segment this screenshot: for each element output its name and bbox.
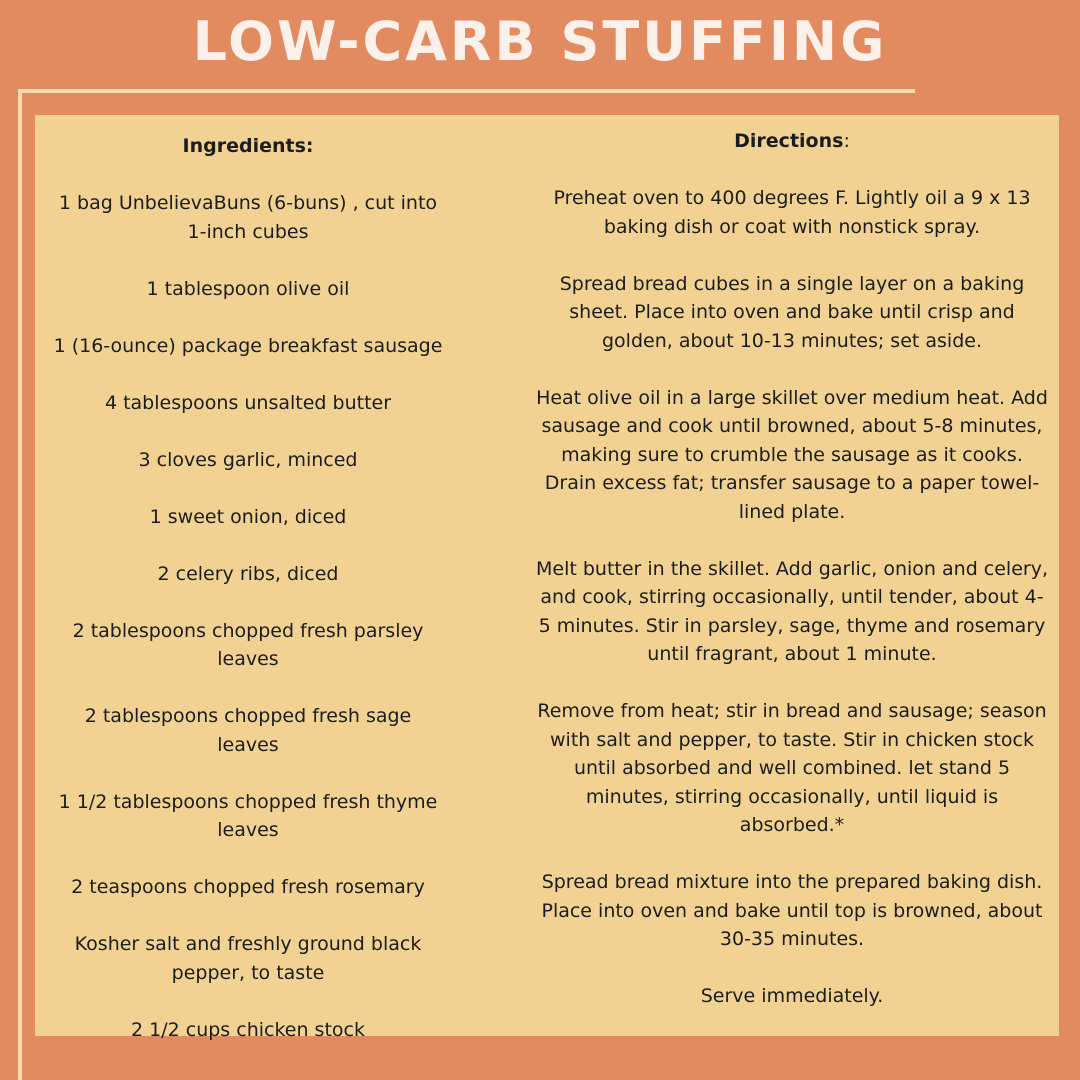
ingredients-column: [53, 132, 443, 1044]
direction-step: Heat olive oil in a large skillet over medium heat. Add sausage and cook until browned, about 5-8 minutes, making sure to crumble the sausage as it cooks. Drain excess fat; transfer sausage to a paper towel-lined plate.: [536, 386, 1048, 523]
directions-heading-colon: :: [843, 130, 850, 152]
ingredient-item: 3 cloves garlic, minced: [138, 448, 358, 471]
ingredient-item: 2 tablespoons chopped fresh sage leaves: [84, 705, 412, 756]
directions-column: [535, 127, 1049, 1011]
direction-step: Remove from heat; stir in bread and sausage; season with salt and pepper, to taste. Stir in chicken stock until absorbed and well combined. let stand 5 minutes, stirring occasionally, until liquid is absorbed.*: [537, 700, 1047, 836]
ingredient-item: 2 tablespoons chopped fresh parsley leaves: [72, 619, 424, 670]
ingredient-item: 1 (16-ounce) package breakfast sausage: [53, 334, 443, 357]
ingredient-item: 1 bag UnbelievaBuns (6-buns) , cut into 1-inch cubes: [58, 192, 438, 243]
direction-step: Preheat oven to 400 degrees F. Lightly oil a 9 x 13 baking dish or coat with nonstick spray.: [553, 187, 1031, 238]
directions-heading-label: Directions: [734, 130, 844, 152]
directions-heading: [535, 127, 1049, 156]
ingredient-item: 2 teaspoons chopped fresh rosemary: [71, 876, 425, 898]
decorative-frame-top-line: [18, 89, 915, 93]
recipe-panel: [35, 115, 1059, 1041]
ingredients-list: [53, 189, 443, 1044]
ingredient-item: 1 sweet onion, diced: [149, 505, 347, 528]
ingredient-item: 2 1/2 cups chicken stock: [131, 1018, 365, 1041]
ingredients-heading: Ingredients:: [182, 135, 314, 157]
ingredient-item: 2 celery ribs, diced: [157, 562, 339, 585]
ingredient-item: 1 tablespoon olive oil: [146, 277, 350, 300]
direction-step: Melt butter in the skillet. Add garlic, onion and celery, and cook, stirring occasionally, until tender, about 4-5 minutes. Stir in parsley, sage, thyme and rosemary until fragrant, about 1 minute.: [536, 557, 1048, 665]
decorative-frame-left-line: [18, 89, 22, 1080]
ingredient-item: 1 1/2 tablespoons chopped fresh thyme leaves: [58, 790, 438, 841]
direction-step: Spread bread cubes in a single layer on a baking sheet. Place into oven and bake until crisp and golden, about 10-13 minutes; set aside.: [559, 272, 1025, 352]
direction-step: Serve immediately.: [700, 985, 884, 1007]
ingredient-item: 4 tablespoons unsalted butter: [104, 391, 392, 414]
page-title: LOW-CARB STUFFING: [192, 10, 888, 73]
directions-list: [535, 184, 1049, 1011]
direction-step: Spread bread mixture into the prepared baking dish. Place into oven and bake until top is browned, about 30-35 minutes.: [541, 871, 1043, 950]
ingredient-item: Kosher salt and freshly ground black pepper, to taste: [74, 933, 422, 984]
